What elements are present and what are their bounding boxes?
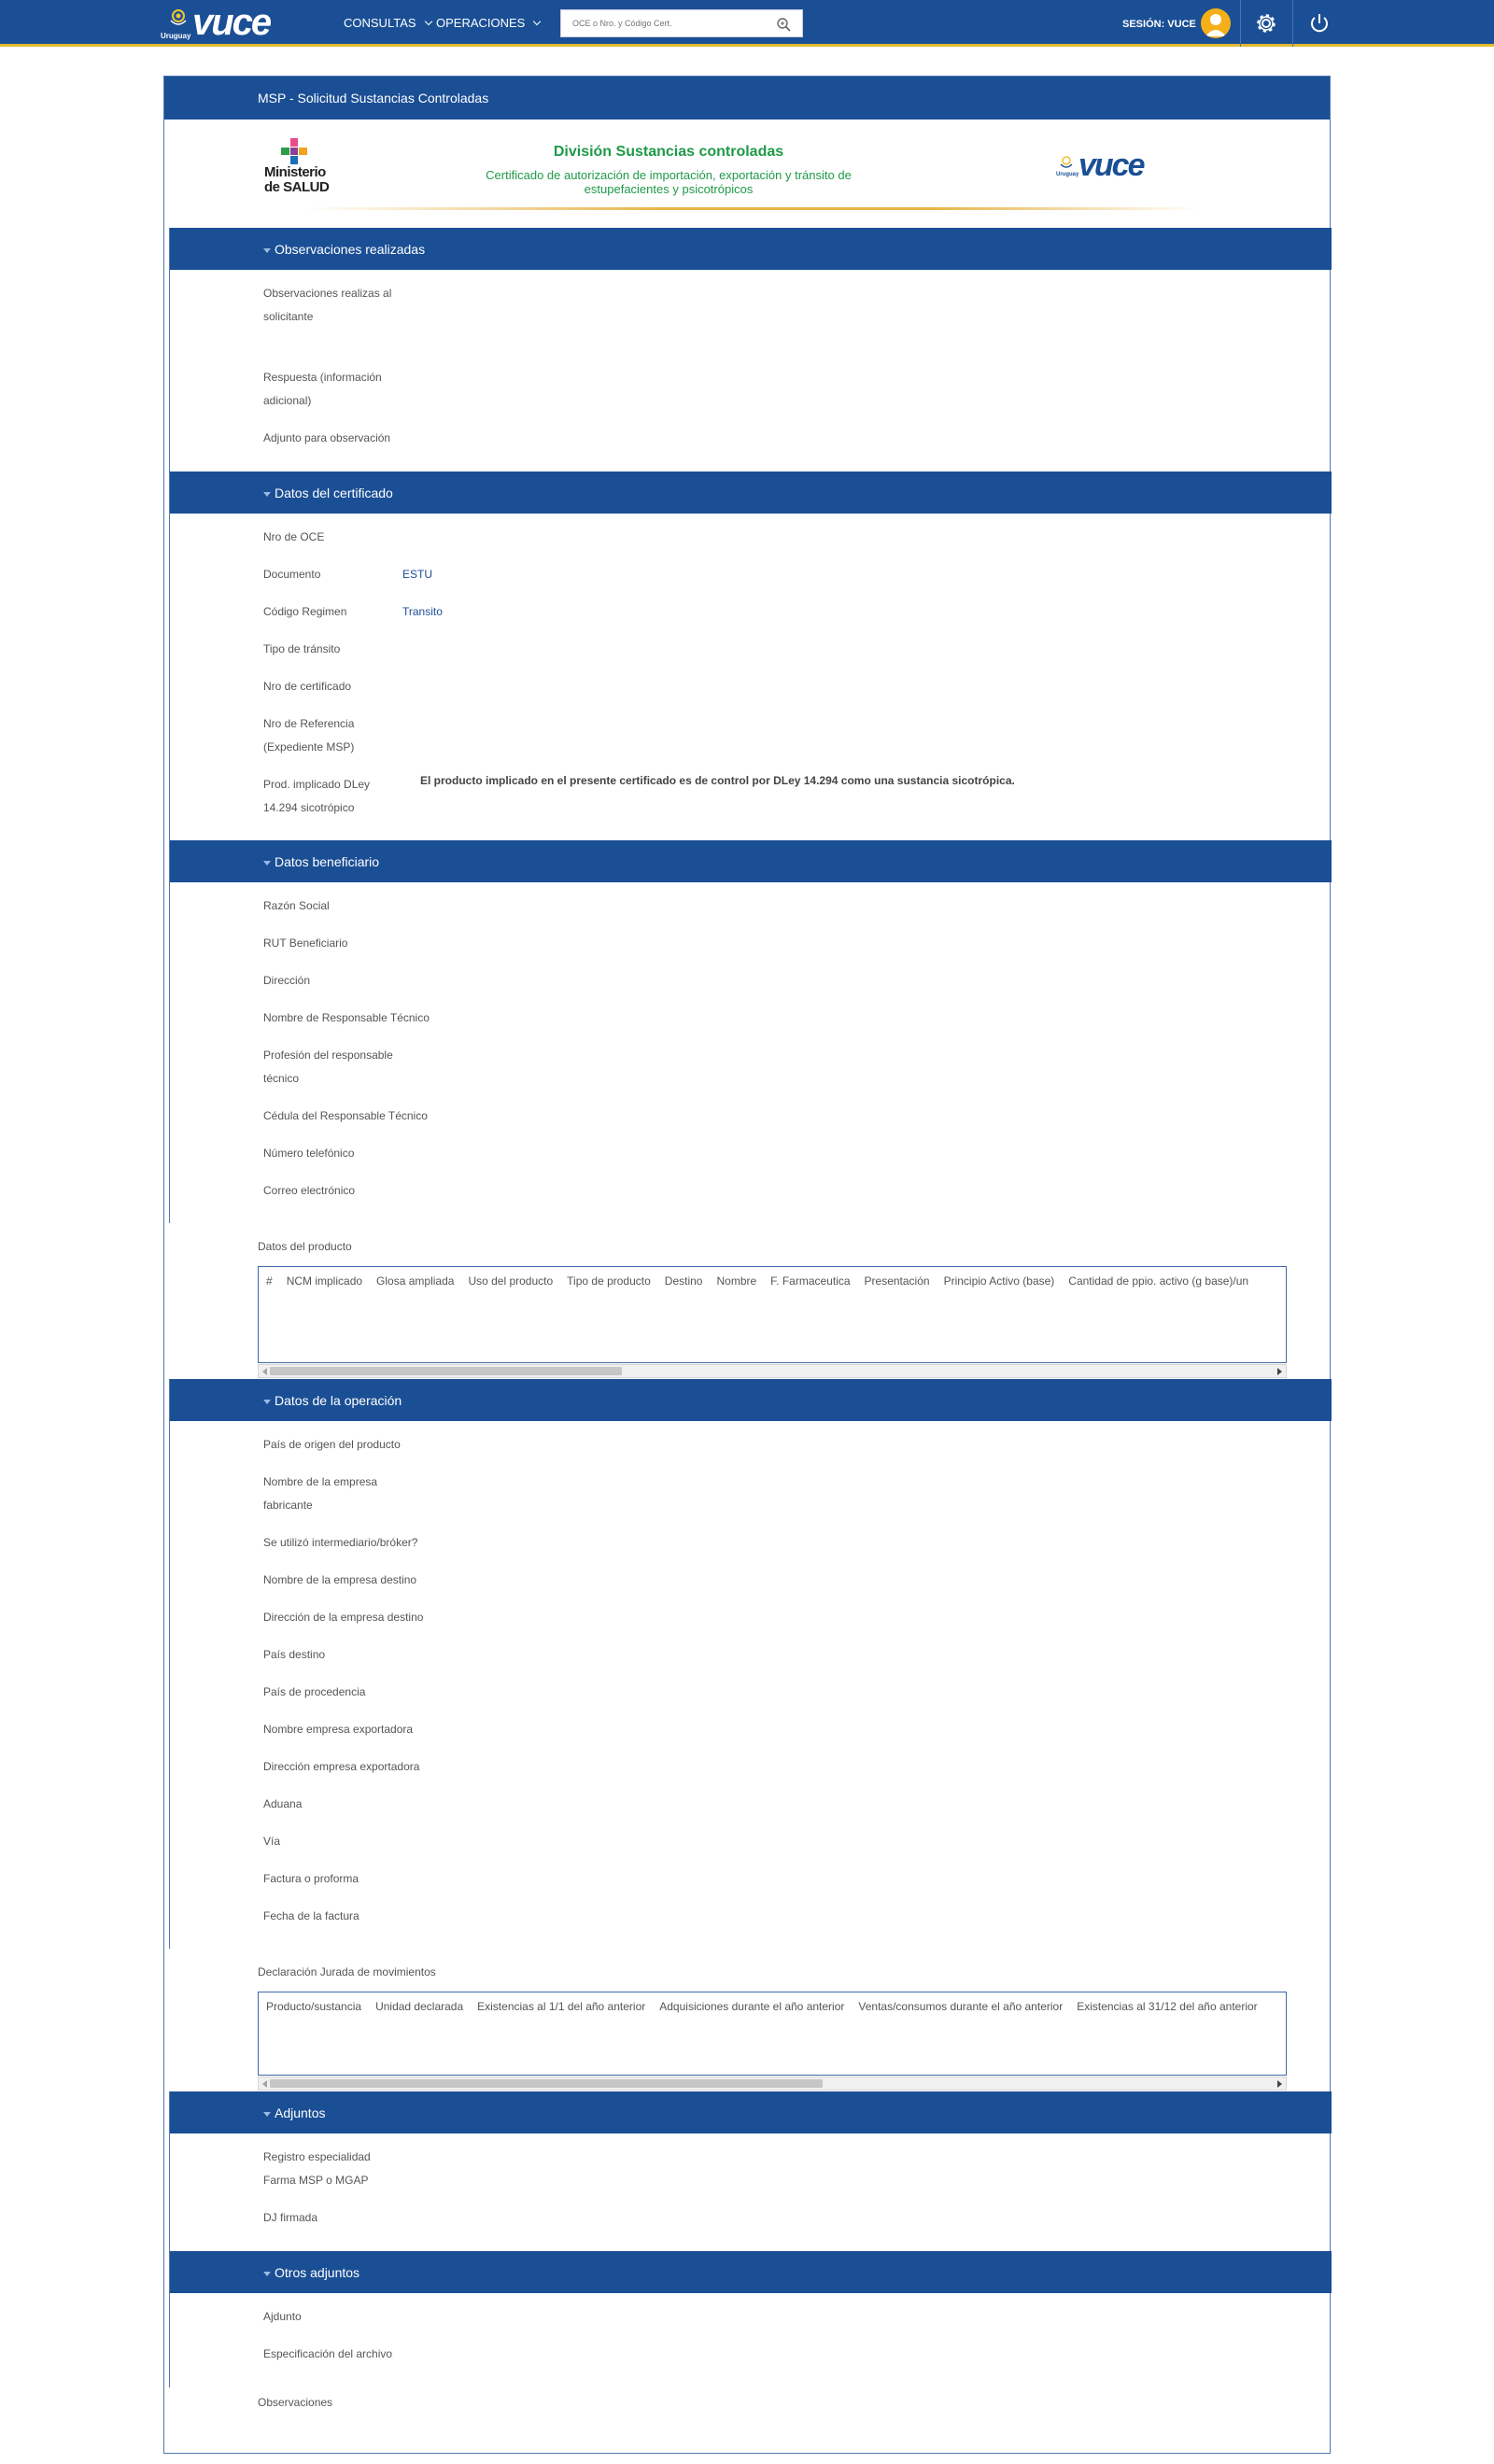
field-label: Correo electrónico [263,1184,356,1197]
grid-column-header[interactable]: Existencias al 1/1 del año anterior [477,2000,646,2013]
section-title: Datos de la operación [275,1393,402,1408]
scroll-thumb[interactable] [270,1367,622,1375]
gear-icon[interactable] [1254,11,1278,35]
topbar-divider [1240,0,1241,47]
grid-column-header[interactable]: # [266,1274,273,1288]
user-avatar-icon[interactable] [1201,8,1231,38]
field-row [263,1179,402,1203]
field-label: Nombre de la empresa destino [263,1573,417,1586]
field-label: Dirección empresa exportadora [263,1760,420,1773]
field-row [263,675,402,698]
menu-consultas[interactable] [344,16,431,30]
scroll-left-arrow-icon[interactable] [262,2080,267,2088]
field-row [263,1755,450,1779]
field-row [263,638,402,661]
field-label: Nro de Referencia (Expediente MSP) [263,717,355,753]
field-label: Factura o proforma [263,1872,359,1885]
section-header-adjuntos[interactable] [170,2091,1332,2133]
section-adjuntos [169,2091,1332,2251]
field-row [263,1569,450,1592]
field-label: Se utilizó intermediario/bróker? [263,1536,418,1549]
vuce-word: vuce [1078,148,1144,183]
search-box [560,9,803,37]
grid-header-row [259,1267,1286,1295]
field-row [263,600,443,624]
section-title: Observaciones realizadas [275,242,426,257]
field-label: Adjunto para observación [263,431,391,444]
section-header-observaciones[interactable] [170,228,1332,270]
field-row [263,712,402,759]
section-title: Datos del certificado [275,486,393,500]
grid-column-header[interactable]: NCM implicado [286,1274,363,1288]
grid-column-header[interactable]: Tipo de producto [567,1274,651,1288]
field-label: Profesión del responsable técnico [263,1049,393,1085]
health-cross-icon [281,138,307,164]
field-row [263,526,402,549]
field-row [263,1867,402,1891]
field-row [263,2146,402,2192]
movimientos-grid [258,1992,1287,2076]
field-label: Código Regimen [263,605,347,618]
documento-value: ESTU [402,568,433,581]
section-header-otros-adjuntos[interactable] [170,2251,1332,2293]
field-label: Prod. implicado DLey 14.294 sicotrópico [263,778,371,814]
scroll-right-arrow-icon[interactable] [1277,1368,1282,1375]
field-row [263,563,433,586]
triangle-down-icon [263,2112,271,2117]
chevron-down-icon [424,17,431,24]
field-label: Nro de certificado [263,680,352,693]
field-label: Respuesta (información adicional) [263,371,382,407]
field-row [263,894,402,918]
field-label: Ajdunto [263,2310,302,2323]
user-silhouette-icon [1201,8,1231,38]
grid-column-header[interactable]: F. Farmaceutica [770,1274,851,1288]
movimientos-grid-label: Declaración Jurada de movimientos [258,1965,436,1978]
field-label: Documento [263,568,321,581]
field-label: RUT Beneficiario [263,936,348,950]
section-operacion [169,1379,1332,1949]
grid-column-header[interactable]: Glosa ampliada [376,1274,455,1288]
top-navigation-bar [0,0,1494,47]
search-input[interactable] [561,10,767,36]
field-label: Nombre de Responsable Técnico [263,1011,430,1024]
grid-column-header[interactable]: Adquisiciones durante el año anterior [659,2000,845,2013]
menu-operaciones[interactable] [436,16,540,30]
field-row [263,1643,402,1667]
field-row [263,2305,402,2329]
ministry-name-line2: de SALUD [264,179,330,195]
division-subtitle: Certificado de autorización de importación, exportación y tránsito de estupefacientes y psicotrópicos [486,168,852,196]
power-icon[interactable] [1307,11,1332,35]
field-label: Registro especialidad Farma MSP o MGAP [263,2150,371,2187]
field-label: Razón Social [263,899,330,912]
field-row [263,1044,402,1091]
field-label: Nombre de la empresa fabricante [263,1475,378,1512]
field-row [263,1905,402,1928]
field-label: Tipo de tránsito [263,642,341,655]
field-row [263,1531,450,1555]
section-certificado [169,472,1332,840]
field-row [263,1681,402,1704]
field-row [263,1718,450,1741]
vuce-logo-secondary [1056,148,1170,187]
menu-operaciones-label: OPERACIONES [436,16,526,30]
grid-column-header[interactable]: Producto/sustancia [266,2000,362,2013]
section-title: Datos beneficiario [275,854,380,869]
field-row [263,932,402,955]
field-label: Cédula del Responsable Técnico [263,1109,428,1122]
field-row [263,1471,402,1517]
uruguay-sun-icon [1058,155,1075,170]
ministerio-salud-logo [264,138,348,196]
field-row [263,282,402,329]
division-title: División Sustancias controladas [553,144,784,160]
field-row [263,773,1015,820]
field-row [263,1830,402,1853]
vuce-logo[interactable] [161,2,299,43]
section-title: Otros adjuntos [275,2265,360,2280]
chevron-down-icon [533,17,541,24]
field-row [263,366,402,413]
field-label: Fecha de la factura [263,1909,359,1922]
grid-header-row [259,1992,1286,2020]
topbar-divider [1292,0,1293,47]
logo-country: Uruguay [161,32,191,40]
section-header-operacion[interactable] [170,1379,1332,1421]
section-header-beneficiario[interactable] [170,840,1332,882]
session-label: SESIÓN: VUCE [1122,19,1196,30]
triangle-down-icon [263,2272,271,2276]
grid-column-header[interactable]: Cantidad de ppio. activo (g base)/un [1068,1274,1249,1288]
productos-horizontal-scrollbar[interactable] [258,1364,1287,1378]
dley-notice: El producto implicado en el presente certificado es de control por DLey 14.294 como una sustancia sicotrópica. [420,774,1015,787]
field-label: Aduana [263,1797,303,1810]
productos-grid-label: Datos del producto [258,1240,352,1253]
movimientos-horizontal-scrollbar[interactable] [258,2077,1287,2091]
field-label: País de origen del producto [263,1438,401,1451]
vuce-country: Uruguay [1056,172,1079,177]
grid-column-header[interactable]: Uso del producto [468,1274,554,1288]
scroll-thumb[interactable] [270,2079,823,2088]
ministry-name-line1: Ministerio [264,164,326,180]
field-row [263,1142,402,1165]
field-row [263,1007,450,1030]
field-row [263,1105,450,1128]
codigo-regimen-value: Transito [402,605,443,618]
field-label: Observaciones realizas al solicitante [263,287,392,323]
field-label: Nombre empresa exportadora [263,1723,414,1736]
field-label: Número telefónico [263,1147,355,1160]
field-row [263,2343,402,2366]
brand-banner [164,120,1330,213]
section-title: Adjuntos [275,2105,326,2120]
uruguay-sun-icon [166,7,190,28]
triangle-down-icon [263,1400,271,1404]
productos-grid [258,1266,1287,1363]
gold-divider [304,207,1201,210]
field-label: Nro de OCE [263,530,325,543]
page-title: MSP - Solicitud Sustancias Controladas [164,77,1330,120]
section-header-certificado[interactable] [170,472,1332,514]
grid-column-header[interactable]: Existencias al 31/12 del año anterior [1077,2000,1258,2013]
scroll-right-arrow-icon[interactable] [1277,2080,1282,2088]
field-row [263,1433,450,1457]
field-label: Vía [263,1835,281,1848]
section-observaciones [169,228,1332,472]
grid-column-header[interactable]: Principio Activo (base) [943,1274,1055,1288]
grid-column-header[interactable]: Destino [664,1274,703,1288]
field-label: Dirección [263,974,311,987]
section-beneficiario [169,840,1332,1223]
triangle-down-icon [263,248,271,253]
field-row [263,2206,402,2230]
grid-column-header[interactable]: Unidad declarada [375,2000,464,2013]
field-row [263,969,402,993]
grid-column-header[interactable]: Nombre [716,1274,757,1288]
field-label: País destino [263,1648,326,1661]
field-label: País de procedencia [263,1685,366,1698]
triangle-down-icon [263,492,271,497]
triangle-down-icon [263,861,271,866]
field-label: Especificación del archivo [263,2347,393,2360]
field-row [263,427,402,450]
section-otros-adjuntos [169,2251,1332,2387]
field-row [263,1606,450,1629]
search-icon[interactable] [776,17,791,32]
form-frame [163,76,1331,2454]
grid-column-header[interactable]: Ventas/consumos durante el año anterior [858,2000,1064,2013]
logo-word: vuce [192,2,271,43]
field-label: Dirección de la empresa destino [263,1611,424,1624]
observaciones-field-label: Observaciones [258,2396,333,2409]
grid-column-header[interactable]: Presentación [864,1274,930,1288]
field-label: DJ firmada [263,2211,318,2224]
menu-consultas-label: CONSULTAS [344,16,416,30]
field-row [263,1793,402,1816]
scroll-left-arrow-icon[interactable] [262,1368,267,1375]
